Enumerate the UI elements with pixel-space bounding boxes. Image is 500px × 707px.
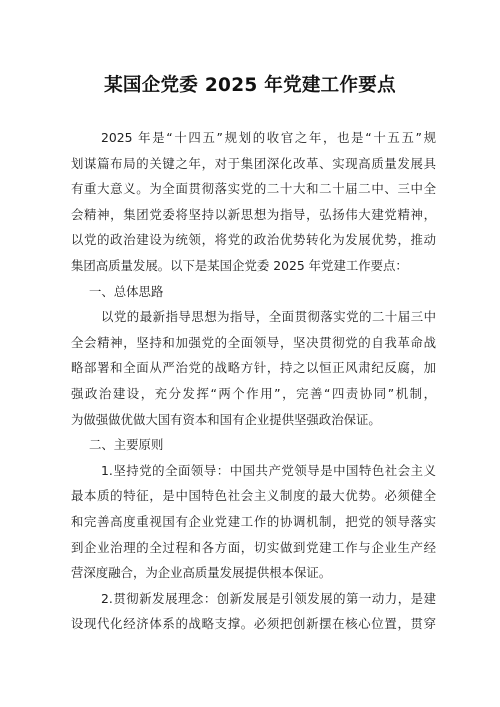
section-1-line-5: 为做强做优做大国有资本和国有企业提供坚强政治保证。 (71, 411, 381, 427)
section-1-line-1: 以党的最新指导思想为指导，全面贯彻落实党的二十届三中 (101, 309, 436, 325)
document-body (71, 125, 436, 637)
section-1-line-4: 强政治建设，充分发挥“两个作用”，完善“四责协同”机制， (71, 385, 436, 401)
principle-1-line-1: 1.坚持党的全面领导：中国共产党领导是中国特色社会主义 (101, 462, 436, 478)
section-1-heading: 一、总体思路 (89, 283, 164, 299)
intro-line-3: 有重大意义。为全面贯彻落实党的二十大和二十届二中、三中全 (71, 181, 436, 197)
section-1-line-2: 全会精神，坚持和加强党的全面领导，坚决贯彻党的自我革命战 (71, 334, 436, 350)
principle-1-line-2: 最本质的特征，是中国特色社会主义制度的最大优势。必须健全 (71, 488, 436, 504)
intro-line-6: 集团高质量发展。以下是某国企党委 2025 年党建工作要点： (71, 257, 408, 273)
intro-line-1: 2025 年是“十四五”规划的收官之年，也是“十五五”规 (101, 130, 436, 145)
principle-1-line-3: 和完善高度重视国有企业党建工作的协调机制，把党的领导落实 (71, 513, 436, 529)
intro-line-5: 以党的政治建设为统领，将党的政治优势转化为发展优势，推动 (71, 232, 436, 248)
principle-2-line-1: 2.贯彻新发展理念：创新发展是引领发展的第一动力，是建 (101, 590, 436, 606)
principle-1-line-4: 到企业治理的全过程和各方面，切实做到党建工作与企业生产经 (71, 539, 436, 555)
intro-line-4: 会精神，集团党委将坚持以新思想为指导，弘扬伟大建党精神， (71, 206, 436, 222)
section-2-heading: 二、主要原则 (89, 437, 164, 453)
principle-2-line-2: 设现代化经济体系的战略支撑。必须把创新摆在核心位置，贯穿 (71, 616, 436, 632)
section-1-line-3: 略部署和全面从严治党的战略方针，持之以恒正风肃纪反腐，加 (71, 360, 436, 376)
intro-line-2: 划谋篇布局的关键之年，对于集团深化改革、实现高质量发展具 (71, 155, 436, 171)
document-title: 某国企党委 2025 年党建工作要点 (104, 75, 396, 96)
principle-1-line-5: 营深度融合，为企业高质量发展提供根本保证。 (71, 565, 332, 581)
